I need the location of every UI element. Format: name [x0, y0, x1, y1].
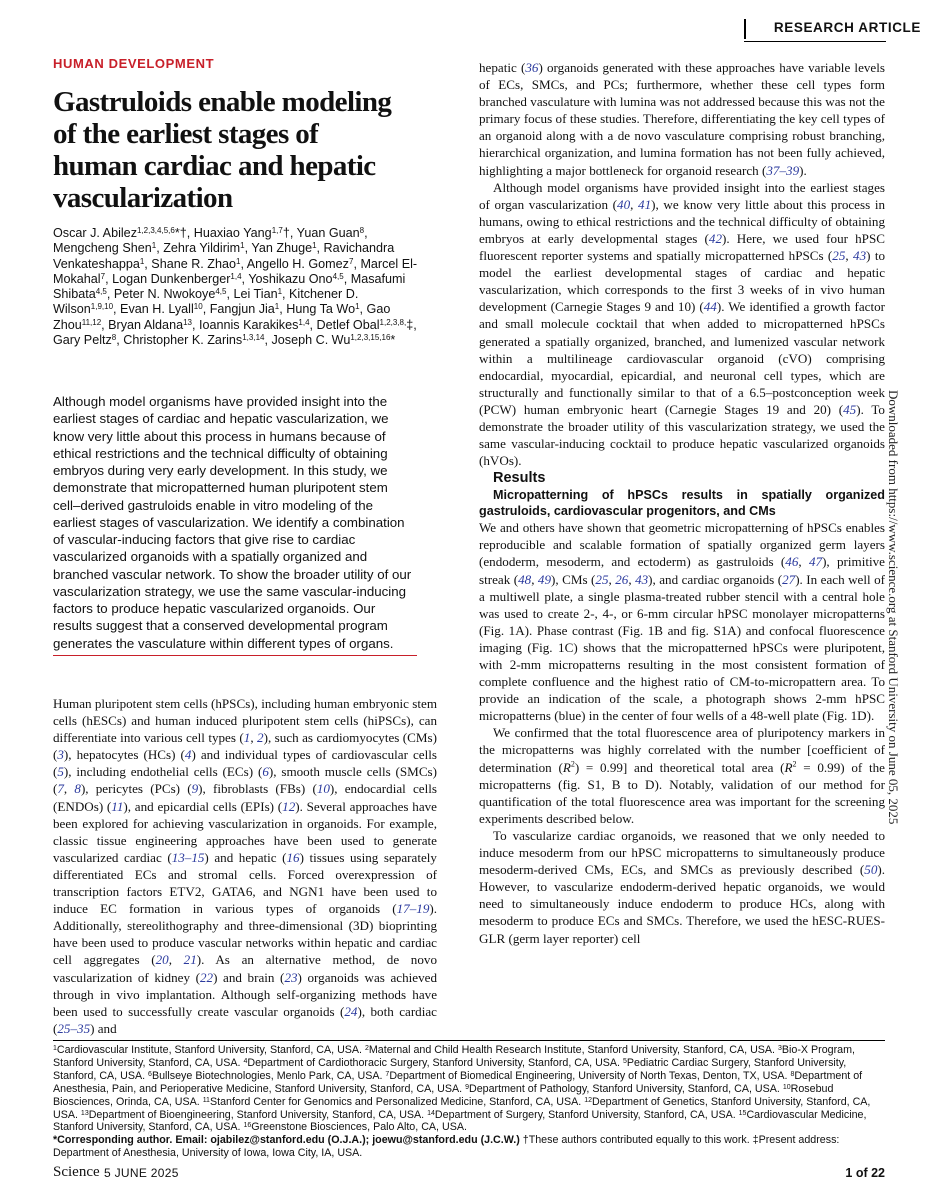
affiliation-list: $^1$Cardiovascular Institute, Stanford University, Stanford, CA, USA. $^2$Maternal and Child Health Research Institute, Stanford University, Stanford, CA, USA. $^3$Bio-X Program, Stanford University, Stanford, CA, USA. $^4$Department of Cardiothoracic Surgery, Stanford University, Stanford, CA, USA. $^5$Pediatric Cardiac Surgery, Stanford University, Stanford, CA, USA. $^6$Bullseye Biotechnologies, Menlo Park, CA, USA. $^7$Department of Biomedical Engineering, University of North Texas, Denton, TX, USA. $^8$Department of Anesthesia, Pain, and Perioperative Medicine, Stanford University, Stanford, CA, USA. $^9$Department of Pathology, Stanford University, Stanford, CA, USA. $^{10}$Rosebud Biosciences, Orinda, CA, USA. $^{11}$Stanford Center for Genomics and Personalized Medicine, Stanford, CA, USA. $^{12}$Department of Genetics, Stanford University, Stanford, CA, USA. $^{13}$Department of Bioengineering, Stanford University, Stanford, CA, USA. $^{14}$Department of Surgery, Stanford University, Stanford, CA, USA. $^{15}$Cardiovascular Medicine, Stanford University, Stanford, CA, USA. $^{16}$Greenstone Biosciences, Palo Alto, CA, USA.	[53, 1044, 871, 1134]
body-paragraph: We confirmed that the total fluorescence area of pluripotency markers in the micropatterns was highly correlated with the number [coefficient of determination $(R^2) = 0.99$] and theoretical total area $(R^2 = 0.99)$ of the micropatterns (fig. S1, B to D). Notably, validation of our method for quantification of the total fluorescence area was important for the screening experiments described below.	[479, 725, 885, 826]
issue-date: 5 JUNE 2025	[104, 1166, 179, 1180]
corresponding-author: *Corresponding author. Email: ojabilez@stanford.edu (O.J.A.); joewu@stanford.edu (J.C.W.)	[53, 1134, 520, 1147]
footnote-rule	[53, 1040, 885, 1041]
article-type-label: RESEARCH ARTICLE	[773, 20, 921, 35]
footnotes	[53, 1044, 885, 1160]
author-name: Yuan Guan$^8$,	[296, 226, 368, 240]
download-sidebar	[886, 390, 914, 825]
section-label: HUMAN DEVELOPMENT	[53, 56, 215, 71]
body-paragraph: To vascularize cardiac organoids, we reasoned that we only needed to induce mesoderm from our hPSC micropatterns to simultaneously produce mesoderm-derived CMs, ECs, and SMCs as previously described (50). However, to vascularize endoderm-derived hepatic organoids, we would need to simultaneously induce endoderm to produce HCs, along with mesoderm to produce ECs and SMCs. Therefore, we used the hESC-RUES-GLR (germ layer reporter) cell	[479, 827, 885, 946]
author-name: Evan H. Lyall$^{10}$,	[120, 302, 210, 317]
author-name: Shane R. Zhao$^1$,	[151, 256, 247, 271]
abstract: Although model organisms have provided insight into the earliest stages of cardiac and hepatic vascularization, we know very little about this process in humans because of ethical restrictions and the technical difficulty of obtaining embryos during very early development. In this study, we demonstrate that micropatterned human pluripotent stem cell–derived gastruloids enable in vitro modeling of the earliest stages of vascularization. We identify a combination of vascular-inducing factors that give rise to cardiac vascularized organoids with a spatially organized and branched vascular network. To show the broader utility of our vascularization strategy, we use the same vascular-inducing factors to produce hepatic vascularized organoids. Our results suggest that a conserved developmental program generates the vasculature within different types of organs.	[53, 394, 412, 651]
author-notes: †These authors contributed equally to this work. ‡Present address: Department of Anesthesia, University of Iowa, Iowa City, IA, USA.	[53, 1134, 840, 1160]
author-name: Ioannis Karakikes$^{1,4}$,	[198, 317, 317, 332]
author-name: Yoshikazu Ono$^{4,5}$,	[248, 271, 351, 286]
author-name: Fangjun Jia$^1$,	[209, 302, 287, 317]
author-name: Detlef Obal$^{1,2,3,8,}$‡,	[316, 317, 417, 332]
abstract-divider	[53, 655, 417, 656]
page-number: 1 of 22	[845, 1166, 885, 1180]
body-column-left	[53, 695, 437, 1037]
author-name: Gao Zhou$^{11,12}$,	[53, 302, 391, 332]
header-rule	[744, 19, 746, 39]
body-paragraph: Human pluripotent stem cells (hPSCs), including human embryonic stem cells (hESCs) and human induced pluripotent stem cells (hiPSCs), can differentiate into various cell types (1, 2), such as cardiomyocytes (CMs) (3), hepatocytes (HCs) (4) and individual types of cardiovascular cells (5), including endothelial cells (ECs) (6), smooth muscle cells (SMCs) (7, 8), pericytes (PCs) (9), fibroblasts (FBs) (10), endocardial cells (ENDOs) (11), and epicardial cells (EPIs) (12). Several approaches have been explored for achieving vascularization in organoids. For example, classic tissue engineering approaches have been used to generate vascularized cardiac (13–15) and hepatic (16) tissues using separately differentiated ECs and stromal cells. Forced overexpression of transcription factors ETV2, GATA6, and NGN1 have been used to induce EC formation in various types of organoids (17–19). Additionally, stereolithography and three-dimensional (3D) bioprinting have been used to produce vascular networks within hepatic and cardiac cell aggregates (20, 21). As an alternative method, de novo vascularization of kidney (22) and brain (23) organoids was achieved through in vivo implantation. Although self-organizing methods have been used to successfully create vascular organoids (24), both cardiac (25–35) and	[53, 696, 438, 1036]
results-heading: Results	[493, 470, 546, 487]
body-column-right	[479, 59, 885, 947]
author-name: Ravichandra Venkateshappa$^1$,	[53, 241, 395, 271]
author-name: Huaxiao Yang$^{1,7}$†,	[193, 226, 297, 240]
author-name: Lei Tian$^1$,	[233, 287, 290, 302]
author-name: Christopher K. Zarins$^{1,3,14}$,	[123, 333, 272, 348]
author-name: Mengcheng Shen$^1$,	[53, 241, 164, 256]
results-subheading: Micropatterning of hPSCs results in spatially organized gastruloids, cardiovascular progenitors, and CMs	[479, 488, 885, 519]
author-name: Zehra Yildirim$^1$,	[163, 241, 252, 256]
author-name: Joseph C. Wu$^{1,2,3,15,16}$*	[271, 333, 396, 348]
article-title: Gastruloids enable modeling of the earliest stages of human cardiac and hepatic vascularization	[53, 86, 392, 214]
author-name: Logan Dunkenberger$^{1,4}$,	[112, 271, 249, 286]
author-name: Oscar J. Abilez$^{1,2,3,4,5,6}$*†,	[53, 226, 194, 240]
author-list	[53, 226, 425, 348]
journal-name: Science	[53, 1164, 100, 1180]
author-name: Peter N. Nwokoye$^{4,5}$,	[113, 287, 234, 302]
author-name: Yan Zhuge$^1$,	[251, 241, 324, 256]
download-notice: Downloaded from https://www.science.org at Stanford University on June 05, 2025	[886, 390, 901, 825]
author-name: Marcel El-Mokahal$^7$,	[53, 256, 418, 286]
author-name: Hung Ta Wo$^1$,	[286, 302, 367, 317]
author-name: Bryan Aldana$^{13}$,	[108, 317, 199, 332]
body-paragraph: hepatic (36) organoids generated with these approaches have variable levels of ECs, SMCs, and PCs; furthermore, whether these cell types form branched vasculature with lumina was not addressed because this was not the primary focus of these studies. Therefore, differentiating the key cell types of an organoid along with a de novo vasculature comprising robust branching, hierarchical organization, and lumina formation has not been fully achieved, highlighting a major bottleneck for organoid research (37–39).	[479, 60, 885, 178]
author-name: Angello H. Gomez$^7$,	[246, 256, 361, 271]
author-name: Masafumi Shibata$^{4,5}$,	[53, 271, 406, 302]
body-paragraph: We and others have shown that geometric micropatterning of hPSCs enables reproducible and scalable formation of spatially organized germ layers (endoderm, mesoderm, and ectoderm) as gastruloids (46, 47), primitive streak (48, 49), CMs (25, 26, 43), and cardiac organoids (27). In each well of a multiwell plate, a single plasma-treated rubber stencil with a central hole was used to create 2-, 4-, or 6-mm circular hPSC monolayer micropatterns (Fig. 1A). Phase contrast (Fig. 1B and fig. S1A) and confocal fluorescence imaging (Fig. 1C) shows that the micropatterned hPSCs were pluripotent, with 2-mm micropatterns resulting in the most consistent formation of complete confluence and the highest ratio of CM-to-micropattern area. To provide an indication of the scale, a photograph shows 2-mm hPSC micropatterns (blue) in the center of four wells of a 48-well plate (Fig. 1D).	[479, 520, 885, 724]
author-name: Kitchener D. Wilson$^{1,9,10}$,	[53, 287, 359, 317]
body-paragraph: Although model organisms have provided insight into the earliest stages of organ vascularization (40, 41), we know very little about this process in humans, owing to ethical restrictions and the technical difficulty of obtaining embryos at early developmental stages (42). Here, we used four hPSC fluorescent reporter systems and spatially micropatterned hPSCs (25, 43) to model the earliest developmental stages of cardiac and hepatic vascularization, which corresponds to the first 3 weeks of in vivo human development (Carnegie Stages 9 and 10) (44). We identified a growth factor and small molecule cocktail that when added to micropatterned hPSCs generated a spatially organized, branched, and lumenized vascular network within a multilineage cardiovascular organoid (cVO) comprising endocardial, myocardial, epicardial, and neuronal cell types, which are structurally and functionally similar to that of a 6.5–postconception week (PCW) human embryonic heart (Carnegie Stages 19 and 20) (45). To demonstrate the broader utility of this vascularization strategy, we used the same vascular-inducing cocktail to produce hepatic vascularized organoids (hVOs).	[479, 179, 886, 469]
header-underline	[744, 41, 886, 42]
author-name: Gary Peltz$^8$,	[53, 333, 124, 348]
